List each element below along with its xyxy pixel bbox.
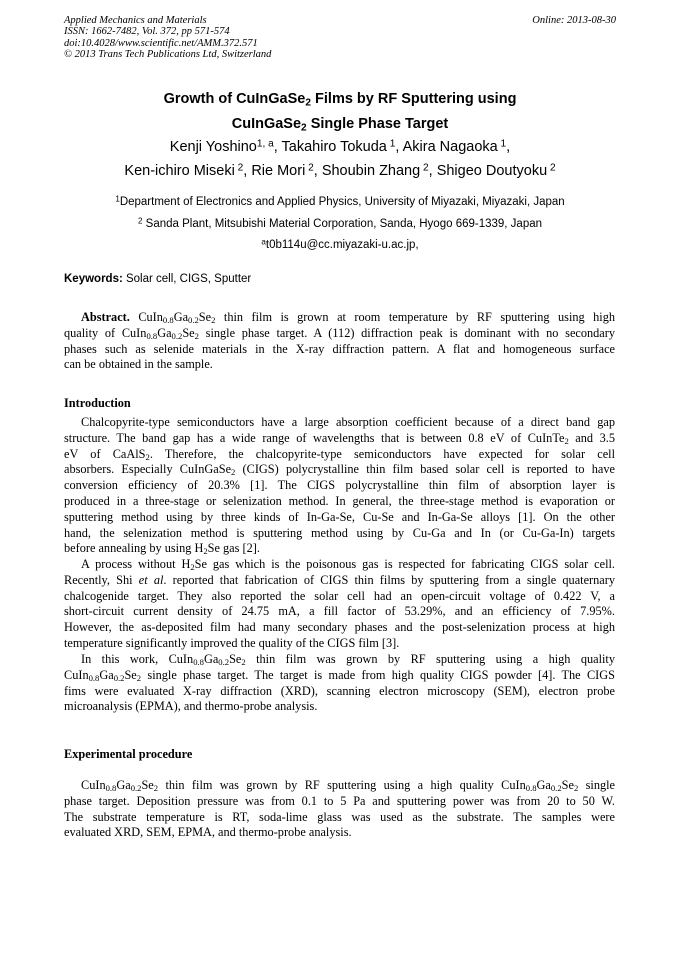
intro-paragraph-3 (64, 652, 615, 715)
affiliation-text: Department of Electronics and Applied Physics, University of Miyazaki, Miyazaki, Japan (119, 196, 565, 208)
paper-title-line-2 (64, 115, 616, 133)
text-line: evaluated XRD, SEM, EPMA, and thermo-probe analysis. (64, 825, 352, 840)
journal-doi: doi:10.4028/www.scientific.net/AMM.372.571 (64, 37, 258, 49)
text-line: Chalcopyrite-type semiconductors have a large absorption coefficient because of a direct band gap (81, 415, 615, 429)
author-affiliation-mark: 1 (386, 138, 396, 150)
email-text[interactable]: t0b114u@cc.miyazaki-u.ac.jp, (265, 239, 419, 251)
text-line: sputtering method using by three kinds of In-Ga-Se, Cu-Se and In-Ga-Se alloys [1]. On the other (64, 509, 615, 524)
corresponding-email (64, 238, 616, 252)
keywords (64, 272, 251, 286)
author-name: , Akira Nagaoka (395, 139, 498, 155)
text-line: phase target. Deposition pressure was from 0.1 to 5 Pa and sputtering power was from 20 to 50 W. (64, 793, 615, 808)
title-text: CuInGaSe (231, 116, 302, 132)
intro-paragraph-2 (64, 557, 615, 652)
affiliation-2 (64, 217, 616, 231)
journal-header (64, 15, 616, 61)
text-line: Recently, Shi et al. reported that fabrication of CIGS thin films by sputtering from a single quaternary (64, 572, 615, 587)
keywords-label: Keywords: (64, 273, 123, 285)
journal-name: Applied Mechanics and Materials (64, 15, 207, 26)
email-mark: a (261, 237, 266, 247)
affiliation-mark: 2 (137, 216, 143, 226)
text-line: conversion efficiency of 20.3% [1]. The CIGS polycrystalline thin film of absorption layer is (64, 478, 615, 493)
text-line: A process without $H_2Se$ gas which is the poisonous gas is respected for fabricating CIGS solar cell. (81, 557, 615, 573)
title-text: Single Phase Target (306, 116, 449, 132)
text-line: microanalysis (EPMA), and thermo-probe analysis. (64, 699, 318, 714)
abstract (64, 310, 615, 373)
author-affiliation-mark: 2 (420, 162, 429, 174)
author-name: , Shoubin Zhang (313, 163, 421, 179)
intro-paragraph-1 (64, 415, 615, 557)
author-name: , Rie Mori (243, 163, 306, 179)
author-separator: , (506, 139, 511, 155)
text-line: eV of CaAlS$_2$. Therefore, the chalcopyrite-type semiconductors have expected for solar cell (64, 446, 615, 462)
paper-title-line-1 (64, 90, 616, 108)
journal-issn: ISSN: 1662-7482, Vol. 372, pp 571-574 (64, 26, 230, 38)
text-line: short-circuit current density of 24.75 mA, a fill factor of 53.29%, and an efficiency of 7.95%. (64, 604, 615, 619)
text-line: produced in a three-stage or selenization method. In general, the three-stage method is evaporation or (64, 493, 615, 508)
text-line: $CuIn_{0.8}Ga_{0.2}Se_2$ thin film was grown by RF sputtering using a high quality $CuIn_{0.8}Ga_{0.2}Se_2$ single (81, 778, 615, 794)
title-subscript: 2 (305, 97, 311, 109)
section-heading-introduction: Introduction (64, 396, 131, 410)
affiliation-mark: 1 (115, 194, 120, 204)
author-affiliation-mark: 2 (547, 162, 556, 174)
author-affiliation-mark: 1, a (256, 138, 274, 150)
text-line: Abstract. $CuIn_{0.8}Ga_{0.2}Se_2$ thin film is grown at room temperature by RF sputtering using high (81, 310, 615, 326)
author-name: Kenji Yoshino (169, 139, 257, 155)
authors-line-1 (64, 138, 616, 156)
text-line: can be obtained in the sample. (64, 357, 213, 372)
text-line: before annealing by using $H_2Se$ gas [2]. (64, 541, 260, 557)
section-heading-experimental: Experimental procedure (64, 747, 193, 761)
text-line: chalcogenide target. They also reported the solar cell had an open-circuit voltage of 0.422 V, a (64, 588, 615, 603)
experimental-paragraph-1 (64, 778, 615, 841)
text-line: quality of $CuIn_{0.8}Ga_{0.2}Se_2$ single phase target. A (112) diffraction peak is dominant with no secondary (64, 325, 616, 341)
author-affiliation-mark: 2 (305, 162, 314, 174)
title-subscript: 2 (301, 122, 307, 134)
text-line: The substrate temperature is RT, soda-lime glass was used as the substrate. The samples were (64, 809, 615, 824)
title-text: Films by RF Sputtering using (311, 91, 517, 107)
text-line: temperature significantly improved the quality of the CIGS film [3]. (64, 635, 400, 650)
affiliation-text: Sanda Plant, Mitsubishi Material Corporation, Sanda, Hyogo 669-1339, Japan (142, 218, 543, 230)
author-affiliation-mark: 1 (497, 138, 507, 150)
text-line: $CuIn_{0.8}Ga_{0.2}Se_2$ single phase target. The target is made from high quality CIGS powder [4]. The CIGS (64, 667, 615, 683)
keywords-text: Solar cell, CIGS, Sputter (122, 273, 252, 285)
author-name: Ken-ichiro Miseki (124, 163, 235, 179)
affiliation-1 (64, 195, 616, 209)
text-line: In this work, $CuIn_{0.8}Ga_{0.2}Se_2$ thin film was grown by RF sputtering using a high quality (81, 652, 615, 668)
title-text: Growth of CuInGaSe (163, 91, 306, 107)
authors-line-2 (64, 162, 616, 180)
text-line: However, the as-deposited film had many secondary phases and the post-selenization process at high (64, 620, 615, 635)
text-line: phases such as selenide materials in the X-ray diffraction pattern. A flat and homogeneous surface (64, 341, 615, 356)
author-affiliation-mark: 2 (234, 162, 244, 174)
text-line: fims were evaluated X-ray diffraction (XRD), scanning electron microscopy (SEM), electron probe (64, 683, 615, 698)
journal-copyright: © 2013 Trans Tech Publications Ltd, Switzerland (64, 49, 272, 61)
online-date: Online: 2013-08-30 (532, 15, 616, 26)
author-name: , Takahiro Tokuda (273, 139, 387, 155)
author-name: , Shigeo Doutyoku (428, 163, 548, 179)
text-line: hand, the selenization method is sputtering method using by Cu-Ga and In (or Cu-Ga-In) targets (64, 525, 615, 540)
text-line: absorbers. Especially CuInGaSe$_2$ (CIGS) polycrystalline thin film based solar cell is reported to have (64, 462, 615, 478)
text-line: structure. The band gap has a wide range of wavelengths that is between 0.8 eV of CuInTe$_2$ and 3.5 (64, 430, 615, 446)
